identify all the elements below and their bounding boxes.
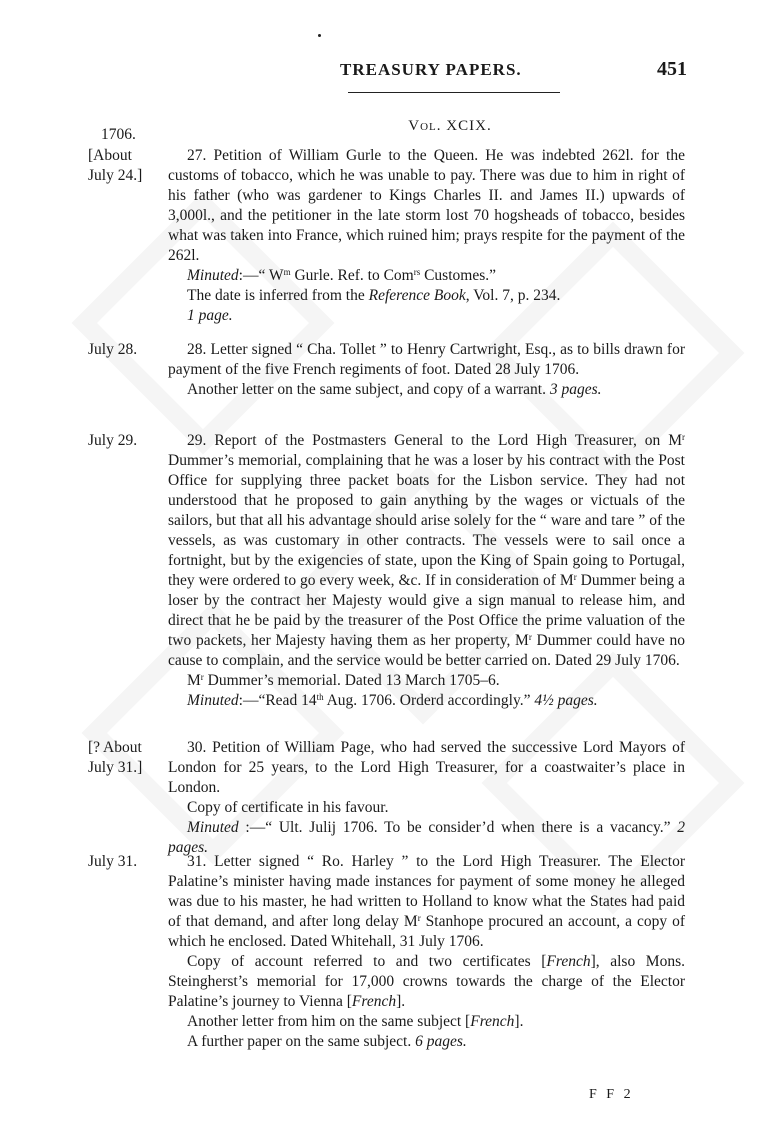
margin-line: July 31. [88, 853, 138, 870]
sup: r [417, 913, 421, 923]
margin-date [88, 431, 158, 451]
extra-line [168, 380, 685, 400]
page-count: 2 pages. [168, 819, 685, 856]
minuted-label: Minuted [187, 267, 239, 284]
entry-body [168, 738, 685, 858]
text-part: ]. [396, 993, 406, 1010]
signature-mark: F F 2 [589, 1087, 634, 1102]
text-part: ]. [514, 1013, 524, 1030]
language-tag: French [470, 1013, 515, 1030]
text-part: 29. Report of the Postmasters General to the Lord High Treasurer, on M [187, 432, 682, 449]
entry-text [168, 431, 685, 671]
note-text: , Vol. 7, p. 234. [465, 287, 561, 304]
text-part: Dummer’s memorial, complaining that he was a loser by his contract with the Post Office for supplying three packet boats for the Lisbon service. They had not understood that he proposed to gain anything by the wages or victuals of the sailors, but that all his advantage should arise solely for the “ ware and tare ” of the vessels, as was customary in other contracts. The vessels were to sail once a fortnight, but by the exigencies of state, upon the King of Spain going to Portugal, they were ordered to go every week, &c. If in consideration of M [168, 452, 685, 589]
text-part: Stanhope procured an account, a copy of which he enclosed. Dated Whitehall, 31 July 1706. [168, 913, 685, 950]
entry-text: 27. Petition of William Gurle to the Queen. He was indebted 262l. for the customs of tobacco, which he was unable to pay. There was due to him in right of his father (who was gardener to Kings Charles II. and James II.) upwards of 3,000l., and the petitioner in the late storm lost 70 hogsheads of tobacco, besides what was taken into France, which ruined him; prays respite for the payment of the 262l. [168, 147, 685, 264]
sup: r [200, 672, 204, 682]
entry-body [168, 340, 685, 400]
margin-date [88, 146, 158, 186]
minuted-text: :—“Read 14 [238, 692, 317, 709]
further-line [168, 1032, 685, 1052]
margin-date [88, 738, 158, 778]
copy-line [168, 952, 685, 1012]
text-part: Dummer’s memorial. Dated 13 March 1705–6. [203, 672, 500, 689]
extra-text: Another letter on the same subject, and copy of a warrant. [187, 381, 546, 398]
entry-body [168, 431, 685, 711]
book-title: Reference Book [368, 287, 466, 304]
note-text: The date is inferred from the [187, 287, 369, 304]
entry-text [168, 852, 685, 952]
memorial-line [168, 671, 685, 691]
text-part: A further paper on the same subject. [187, 1033, 412, 1050]
page-number: 451 [657, 58, 687, 80]
volume-label: Vol. XCIX. [408, 118, 492, 134]
margin-line: [? About [88, 739, 142, 756]
margin-date [88, 340, 158, 360]
page-count: 1 page. [187, 307, 233, 324]
minuted-text: Aug. 1706. Orderd accordingly.” [323, 692, 531, 709]
entry-body [168, 852, 685, 1052]
entry-text: 30. Petition of William Page, who had served the successive Lord Mayors of London for 25 years, to the Lord High Treasurer, for a coastwaiter’s place in London. [168, 739, 685, 796]
text-part: 31. Letter signed “ Ro. Harley ” to the Lord High Treasurer. The Elector Palatine’s minister having made instances for payment of some money he alleged was due to his master, he had written to Holland to know what the States had paid of that demand, and after long delay M [168, 853, 685, 930]
text-part: Dummer being a loser by the contract her Majesty would give a sign manual to release him, and direct that he be paid by the treasurer of the Post Office the prime valuation of the two packets, her Majesty having them as her property, M [168, 572, 686, 649]
margin-line: [About [88, 147, 132, 164]
year-label: 1706. [101, 126, 136, 143]
entry-text: 28. Letter signed “ Cha. Tollet ” to Henry Cartwright, Esq., as to bills drawn for payment of the five French regiments of foot. Dated 28 July 1706. [168, 341, 685, 378]
minuted-text: :—“ W [238, 267, 284, 284]
text-part: ], also Mons. Steingherst’s memorial for 17,000 crowns towards the charge of the Elector Palatine’s journey to Vienna [ [168, 953, 685, 1010]
margin-line: July 24.] [88, 167, 143, 184]
text-part: M [187, 672, 201, 689]
page-count: 4½ pages. [534, 692, 598, 709]
extra-line: Copy of certificate in his favour. [187, 799, 389, 816]
language-tag: French [351, 993, 397, 1010]
header-rule [348, 92, 560, 93]
note-line [168, 286, 685, 306]
text-part: Copy of account referred to and two certificates [ [187, 953, 547, 970]
another-line [168, 1012, 685, 1032]
language-tag: French [546, 953, 591, 970]
margin-line: July 31.] [88, 759, 143, 776]
sup: m [283, 267, 291, 277]
sup: r [528, 632, 532, 642]
minuted-text: Gurle. Ref. to Com [290, 267, 414, 284]
minuted-text: Customes.” [420, 267, 496, 284]
minuted-label: Minuted [187, 819, 239, 836]
text-part: Another letter from him on the same subject [ [187, 1013, 471, 1030]
print-dot [318, 34, 321, 37]
sup: r [682, 432, 685, 442]
entry-body [168, 146, 685, 326]
page-count: 6 pages. [415, 1033, 467, 1050]
margin-line: July 28. [88, 341, 138, 358]
sup: th [316, 692, 324, 702]
page-count: 3 pages. [549, 381, 602, 398]
margin-line: July 29. [88, 432, 138, 449]
minuted-line [168, 691, 685, 711]
minuted-text: :—“ Ult. Julij 1706. To be consider’d when there is a vacancy.” [238, 819, 671, 836]
minuted-line [168, 266, 685, 286]
margin-date [88, 852, 158, 872]
sup: rs [413, 267, 421, 277]
minuted-label: Minuted [187, 692, 239, 709]
sup: r [573, 572, 577, 582]
text-part: Dummer could have no cause to complain, and the service would be better carried on. Dated 29 July 1706. [168, 632, 686, 669]
running-title: TREASURY PAPERS. [340, 60, 522, 79]
